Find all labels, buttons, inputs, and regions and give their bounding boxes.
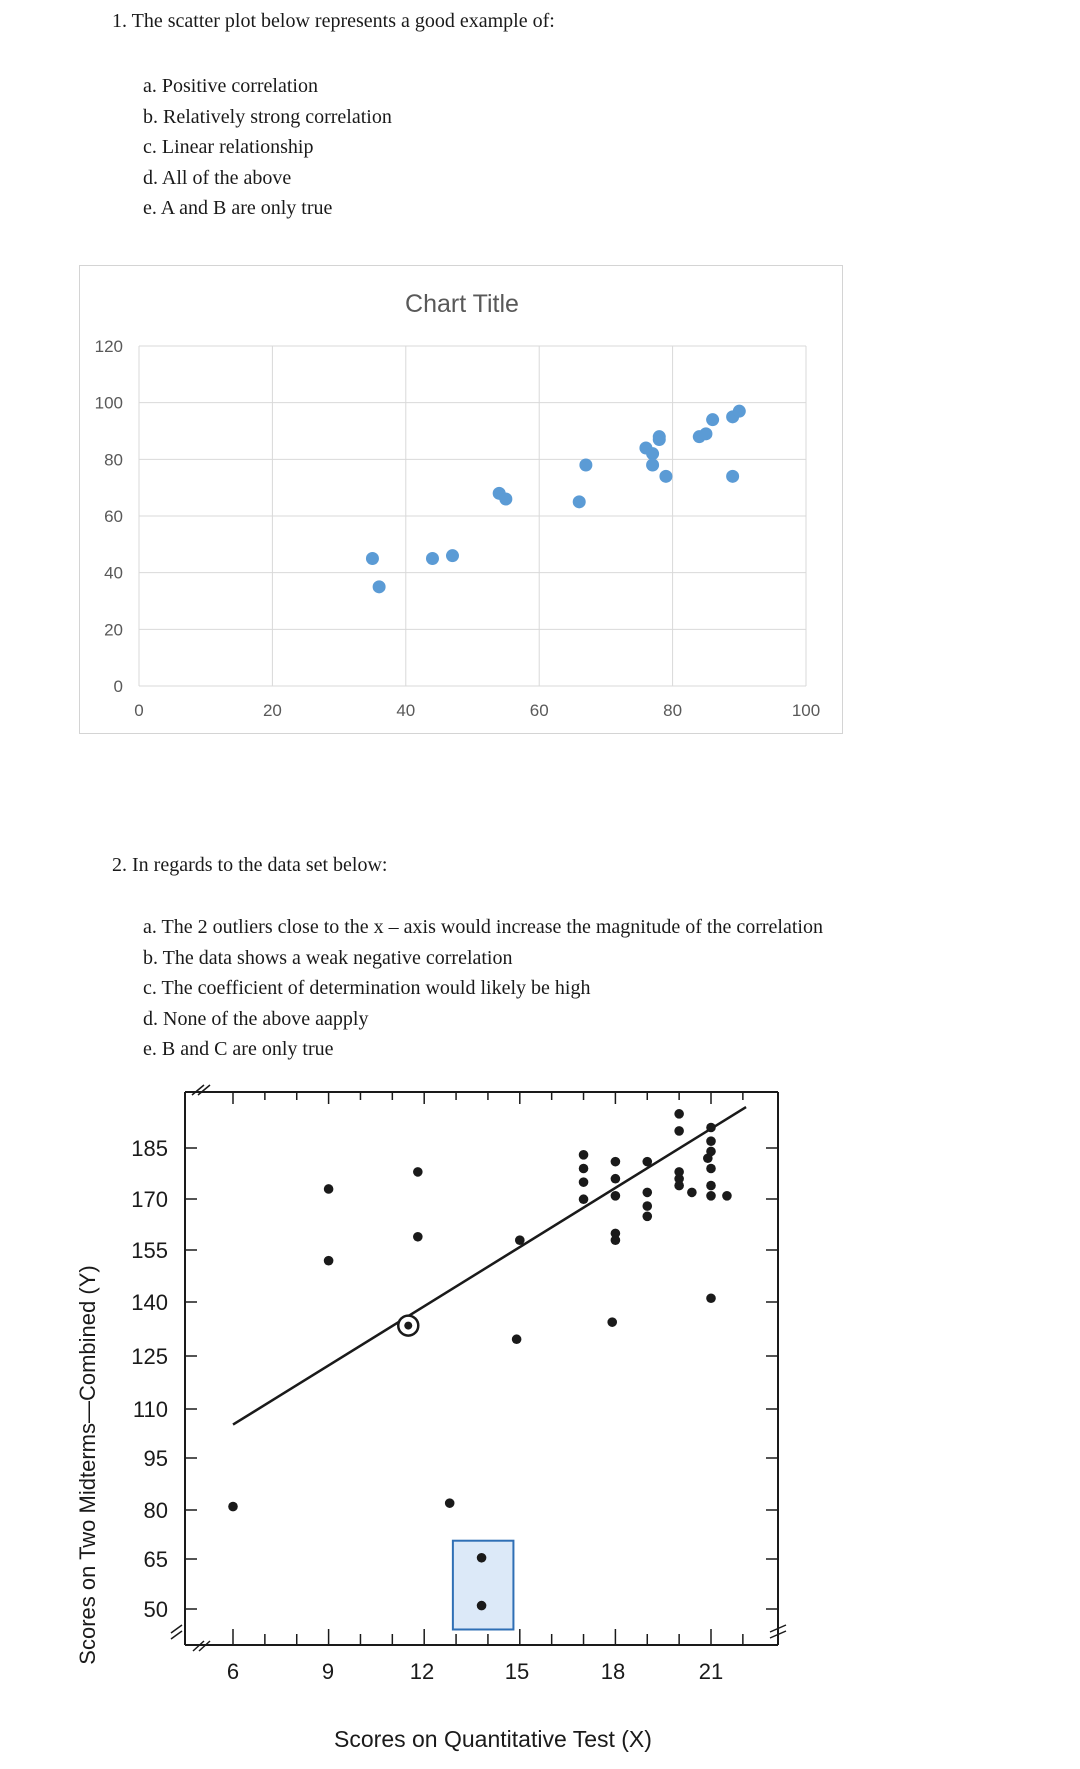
chart-2-points xyxy=(228,1109,732,1610)
chart-1-point xyxy=(646,447,659,460)
chart-2-point xyxy=(674,1126,684,1136)
chart-2-point xyxy=(579,1164,589,1174)
chart-2-point xyxy=(477,1601,487,1611)
scatter-chart-2 xyxy=(70,1065,800,1765)
chart-1-y-tick: 80 xyxy=(104,450,123,470)
chart-2-point xyxy=(228,1502,238,1512)
chart-1-point xyxy=(446,549,459,562)
chart-1-point xyxy=(366,552,379,565)
chart-1-y-tick: 100 xyxy=(94,393,123,413)
chart-2-point xyxy=(642,1188,652,1198)
q1-option-d: d. All of the above xyxy=(143,166,292,189)
chart-2-point xyxy=(324,1256,334,1266)
chart-1-y-tick: 60 xyxy=(104,507,123,526)
chart-2-y-tick: 50 xyxy=(143,1597,168,1622)
chart-2-y-tick-labels xyxy=(131,1136,168,1622)
chart-1-x-tick: 80 xyxy=(663,701,683,720)
chart-2-point xyxy=(579,1177,589,1187)
chart-1-title: Chart Title xyxy=(405,290,519,318)
chart-2-point xyxy=(642,1211,652,1221)
chart-2-point xyxy=(611,1191,621,1201)
chart-1-point xyxy=(659,470,672,483)
chart-2-point xyxy=(607,1317,617,1327)
chart-2-y-tick: 110 xyxy=(132,1397,168,1422)
chart-1-x-tick: 60 xyxy=(529,701,549,720)
chart-2-point xyxy=(674,1181,684,1191)
q2-option-b: b. The data shows a weak negative correlation xyxy=(143,946,513,969)
chart-1-x-tick: 100 xyxy=(791,701,821,720)
chart-2-break-mark xyxy=(192,1085,210,1095)
chart-2-point xyxy=(706,1293,716,1303)
chart-2-y-tick: 170 xyxy=(131,1187,168,1212)
chart-1-point xyxy=(726,470,739,483)
q2-option-a: a. The 2 outliers close to the x – axis would increase the magnitude of the correlation xyxy=(143,916,823,938)
chart-2-point xyxy=(642,1157,652,1167)
chart-2-point xyxy=(706,1181,716,1191)
chart-1-frame xyxy=(80,266,843,734)
chart-2-x-tick-labels xyxy=(227,1659,723,1684)
chart-2-y-tick: 80 xyxy=(143,1498,168,1523)
chart-2-x-tick: 15 xyxy=(504,1659,530,1684)
chart-2-point xyxy=(413,1167,423,1177)
chart-1-y-tick: 0 xyxy=(113,677,123,696)
chart-1-point xyxy=(699,427,712,440)
chart-2-x-tick: 6 xyxy=(226,1659,240,1684)
q1-option-a: a. Positive correlation xyxy=(143,75,318,97)
chart-2-y-tick: 95 xyxy=(143,1446,168,1471)
chart-1-point xyxy=(499,493,512,506)
chart-1-point xyxy=(573,495,586,508)
chart-2-point xyxy=(611,1235,621,1245)
chart-2-point xyxy=(515,1235,525,1245)
chart-1-point xyxy=(426,552,439,565)
q1-option-c: c. Linear relationship xyxy=(143,136,314,158)
chart-1-y-tick: 40 xyxy=(104,563,123,583)
chart-1-y-tick: 20 xyxy=(104,620,123,640)
chart-2-point xyxy=(512,1334,522,1344)
chart-2-point xyxy=(445,1498,455,1508)
chart-2-point xyxy=(413,1232,423,1242)
chart-2-point xyxy=(579,1194,589,1204)
question-1-options xyxy=(143,71,392,224)
chart-2-point xyxy=(706,1164,716,1174)
chart-2-break-mark xyxy=(171,1625,182,1639)
chart-2-x-tick: 18 xyxy=(600,1659,626,1684)
q1-option-b: b. Relatively strong correlation xyxy=(143,105,392,128)
question-2-options xyxy=(143,912,823,1065)
chart-1-y-tick: 120 xyxy=(94,337,123,356)
chart-2-point xyxy=(611,1157,621,1167)
chart-1-point xyxy=(646,459,659,472)
chart-2-y-axis-label: Scores on Two Midterms—Combined (Y) xyxy=(75,1265,100,1665)
q2-option-d: d. None of the above aapply xyxy=(143,1007,369,1030)
chart-2-y-tick: 125 xyxy=(131,1344,168,1369)
chart-2-point xyxy=(706,1123,716,1133)
q2-option-e: e. B and C are only true xyxy=(143,1038,334,1060)
chart-2-x-tick: 12 xyxy=(409,1659,435,1684)
chart-1-point xyxy=(706,413,719,426)
chart-2-y-tick: 140 xyxy=(131,1290,168,1315)
chart-1-x-tick: 0 xyxy=(134,701,144,720)
question-1-prompt: 1. The scatter plot below represents a good example of: xyxy=(112,10,555,32)
chart-2-y-tick: 155 xyxy=(131,1238,168,1263)
chart-1-point xyxy=(373,580,386,593)
chart-2-x-axis-label: Scores on Quantitative Test (X) xyxy=(334,1726,652,1752)
chart-2-y-tick: 185 xyxy=(131,1136,168,1161)
chart-2-point xyxy=(687,1188,697,1198)
chart-2-circled-point-center xyxy=(404,1322,412,1330)
chart-2-point xyxy=(722,1191,732,1201)
chart-2-point xyxy=(477,1553,487,1563)
q1-option-e: e. A and B are only true xyxy=(143,197,333,219)
chart-2-point xyxy=(579,1150,589,1160)
chart-2-regression-line xyxy=(233,1107,746,1425)
chart-2-point xyxy=(642,1201,652,1211)
chart-2-x-tick: 9 xyxy=(321,1659,335,1684)
scatter-chart-1 xyxy=(79,265,843,734)
chart-2-point xyxy=(611,1174,621,1184)
chart-1-point xyxy=(733,405,746,418)
chart-2-point xyxy=(706,1191,716,1201)
chart-2-point xyxy=(674,1109,684,1119)
q2-option-c: c. The coefficient of determination would likely be high xyxy=(143,977,591,999)
chart-1-point xyxy=(579,459,592,472)
chart-2-point xyxy=(703,1153,713,1163)
chart-1-x-tick: 20 xyxy=(262,701,282,720)
chart-2-regression-line-path xyxy=(233,1107,746,1425)
question-2-prompt: 2. In regards to the data set below: xyxy=(112,854,388,876)
chart-2-point xyxy=(324,1184,334,1194)
chart-1-point xyxy=(653,430,666,443)
chart-1-x-tick: 40 xyxy=(396,701,416,720)
chart-2-x-tick: 21 xyxy=(698,1659,724,1684)
chart-2-y-tick: 65 xyxy=(143,1547,168,1572)
chart-2-point xyxy=(706,1136,716,1146)
